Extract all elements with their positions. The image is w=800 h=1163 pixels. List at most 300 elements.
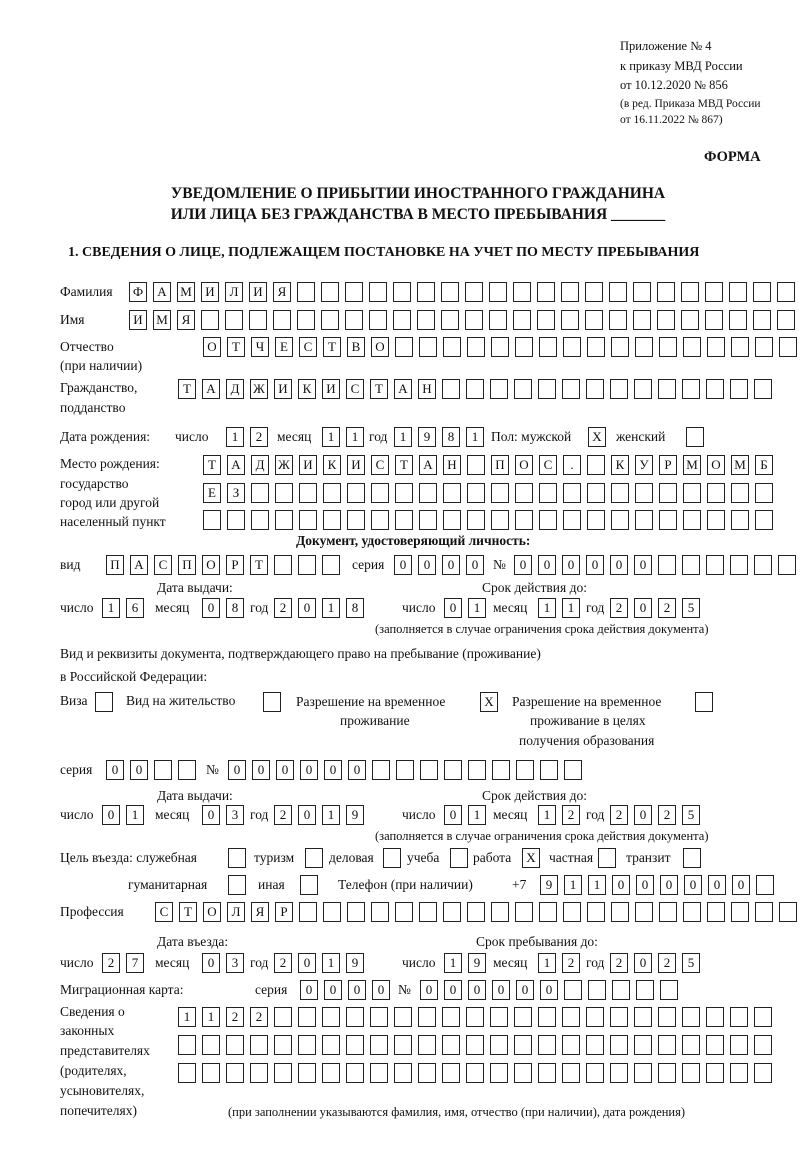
- char-cell[interactable]: Я: [273, 282, 291, 302]
- char-cell[interactable]: [249, 310, 267, 330]
- char-cell[interactable]: Р: [659, 455, 677, 475]
- checkbox[interactable]: [683, 848, 701, 868]
- char-cell[interactable]: [371, 510, 389, 530]
- char-cell[interactable]: [730, 1007, 748, 1027]
- char-cell[interactable]: [490, 1007, 508, 1027]
- char-cell[interactable]: [251, 483, 269, 503]
- char-cell[interactable]: 0: [492, 980, 510, 1000]
- char-cell[interactable]: 3: [226, 805, 244, 825]
- char-cell[interactable]: [298, 555, 316, 575]
- char-cell[interactable]: [394, 1007, 412, 1027]
- char-cell[interactable]: Я: [251, 902, 269, 922]
- char-cell[interactable]: [779, 337, 797, 357]
- char-cell[interactable]: [753, 310, 771, 330]
- char-cell[interactable]: [659, 510, 677, 530]
- char-cell[interactable]: [491, 902, 509, 922]
- char-cell[interactable]: [513, 310, 531, 330]
- char-cell[interactable]: [203, 510, 221, 530]
- char-cell[interactable]: [588, 980, 606, 1000]
- char-cell[interactable]: [537, 310, 555, 330]
- char-cell[interactable]: 2: [562, 805, 580, 825]
- char-cell[interactable]: 1: [468, 805, 486, 825]
- char-cell[interactable]: [322, 1007, 340, 1027]
- char-cell[interactable]: [490, 379, 508, 399]
- char-cell[interactable]: 2: [250, 1007, 268, 1027]
- char-cell[interactable]: [563, 337, 581, 357]
- char-cell[interactable]: 0: [252, 760, 270, 780]
- char-cell[interactable]: [371, 483, 389, 503]
- char-cell[interactable]: [514, 1035, 532, 1055]
- char-cell[interactable]: [370, 1035, 388, 1055]
- char-cell[interactable]: Р: [226, 555, 244, 575]
- char-cell[interactable]: 0: [684, 875, 702, 895]
- char-cell[interactable]: 0: [202, 598, 220, 618]
- char-cell[interactable]: 0: [586, 555, 604, 575]
- char-cell[interactable]: [564, 760, 582, 780]
- char-cell[interactable]: А: [419, 455, 437, 475]
- char-cell[interactable]: [777, 282, 795, 302]
- char-cell[interactable]: [346, 1063, 364, 1083]
- char-cell[interactable]: [754, 379, 772, 399]
- char-cell[interactable]: 9: [540, 875, 558, 895]
- char-cell[interactable]: [443, 902, 461, 922]
- char-cell[interactable]: [754, 1007, 772, 1027]
- char-cell[interactable]: 2: [610, 598, 628, 618]
- char-cell[interactable]: Т: [227, 337, 245, 357]
- char-cell[interactable]: [466, 379, 484, 399]
- char-cell[interactable]: [154, 760, 172, 780]
- char-cell[interactable]: [515, 902, 533, 922]
- char-cell[interactable]: [707, 902, 725, 922]
- char-cell[interactable]: 0: [444, 805, 462, 825]
- char-cell[interactable]: [779, 902, 797, 922]
- char-cell[interactable]: [681, 282, 699, 302]
- char-cell[interactable]: [731, 483, 749, 503]
- char-cell[interactable]: [729, 282, 747, 302]
- char-cell[interactable]: [756, 875, 774, 895]
- char-cell[interactable]: [178, 1035, 196, 1055]
- char-cell[interactable]: [635, 483, 653, 503]
- char-cell[interactable]: 0: [612, 875, 630, 895]
- char-cell[interactable]: И: [322, 379, 340, 399]
- char-cell[interactable]: 0: [300, 980, 318, 1000]
- char-cell[interactable]: [682, 1007, 700, 1027]
- char-cell[interactable]: [323, 483, 341, 503]
- char-cell[interactable]: [489, 310, 507, 330]
- char-cell[interactable]: [657, 282, 675, 302]
- char-cell[interactable]: [562, 1063, 580, 1083]
- char-cell[interactable]: 1: [564, 875, 582, 895]
- char-cell[interactable]: [731, 902, 749, 922]
- char-cell[interactable]: 2: [250, 427, 268, 447]
- char-cell[interactable]: [418, 1007, 436, 1027]
- char-cell[interactable]: 9: [468, 953, 486, 973]
- char-cell[interactable]: [730, 1063, 748, 1083]
- char-cell[interactable]: [755, 483, 773, 503]
- char-cell[interactable]: 2: [610, 953, 628, 973]
- char-cell[interactable]: [491, 483, 509, 503]
- char-cell[interactable]: П: [178, 555, 196, 575]
- char-cell[interactable]: [730, 1035, 748, 1055]
- char-cell[interactable]: 1: [322, 427, 340, 447]
- char-cell[interactable]: [754, 555, 772, 575]
- char-cell[interactable]: И: [201, 282, 219, 302]
- char-cell[interactable]: [538, 1007, 556, 1027]
- checkbox[interactable]: X: [588, 427, 606, 447]
- char-cell[interactable]: И: [129, 310, 147, 330]
- char-cell[interactable]: Я: [177, 310, 195, 330]
- char-cell[interactable]: Ч: [251, 337, 269, 357]
- char-cell[interactable]: [347, 510, 365, 530]
- char-cell[interactable]: 1: [562, 598, 580, 618]
- char-cell[interactable]: [611, 337, 629, 357]
- char-cell[interactable]: [201, 310, 219, 330]
- char-cell[interactable]: 0: [298, 598, 316, 618]
- char-cell[interactable]: К: [298, 379, 316, 399]
- char-cell[interactable]: 0: [444, 598, 462, 618]
- char-cell[interactable]: [635, 337, 653, 357]
- char-cell[interactable]: [347, 902, 365, 922]
- char-cell[interactable]: [250, 1063, 268, 1083]
- char-cell[interactable]: [441, 310, 459, 330]
- char-cell[interactable]: [562, 1035, 580, 1055]
- char-cell[interactable]: [635, 902, 653, 922]
- char-cell[interactable]: [537, 282, 555, 302]
- char-cell[interactable]: [466, 1063, 484, 1083]
- char-cell[interactable]: [658, 1035, 676, 1055]
- char-cell[interactable]: 0: [348, 980, 366, 1000]
- char-cell[interactable]: Т: [250, 555, 268, 575]
- char-cell[interactable]: 2: [274, 598, 292, 618]
- char-cell[interactable]: 2: [658, 953, 676, 973]
- char-cell[interactable]: [683, 510, 701, 530]
- char-cell[interactable]: [321, 282, 339, 302]
- char-cell[interactable]: 1: [346, 427, 364, 447]
- char-cell[interactable]: [755, 510, 773, 530]
- char-cell[interactable]: 0: [516, 980, 534, 1000]
- char-cell[interactable]: Ж: [275, 455, 293, 475]
- char-cell[interactable]: [346, 1035, 364, 1055]
- char-cell[interactable]: [515, 337, 533, 357]
- char-cell[interactable]: [513, 282, 531, 302]
- char-cell[interactable]: [707, 510, 725, 530]
- char-cell[interactable]: [443, 510, 461, 530]
- char-cell[interactable]: [297, 310, 315, 330]
- char-cell[interactable]: 0: [420, 980, 438, 1000]
- char-cell[interactable]: [466, 1007, 484, 1027]
- char-cell[interactable]: Л: [225, 282, 243, 302]
- char-cell[interactable]: [297, 282, 315, 302]
- char-cell[interactable]: 0: [442, 555, 460, 575]
- char-cell[interactable]: [563, 510, 581, 530]
- char-cell[interactable]: 0: [130, 760, 148, 780]
- char-cell[interactable]: [418, 1035, 436, 1055]
- char-cell[interactable]: [539, 337, 557, 357]
- char-cell[interactable]: [417, 282, 435, 302]
- char-cell[interactable]: О: [203, 337, 221, 357]
- char-cell[interactable]: И: [249, 282, 267, 302]
- char-cell[interactable]: [371, 902, 389, 922]
- char-cell[interactable]: [178, 760, 196, 780]
- char-cell[interactable]: [729, 310, 747, 330]
- char-cell[interactable]: М: [177, 282, 195, 302]
- char-cell[interactable]: И: [274, 379, 292, 399]
- char-cell[interactable]: [419, 483, 437, 503]
- char-cell[interactable]: [563, 483, 581, 503]
- char-cell[interactable]: А: [153, 282, 171, 302]
- char-cell[interactable]: 1: [126, 805, 144, 825]
- char-cell[interactable]: 0: [708, 875, 726, 895]
- char-cell[interactable]: [610, 1063, 628, 1083]
- char-cell[interactable]: [395, 337, 413, 357]
- char-cell[interactable]: [491, 510, 509, 530]
- char-cell[interactable]: 0: [298, 805, 316, 825]
- char-cell[interactable]: [730, 555, 748, 575]
- char-cell[interactable]: 2: [274, 953, 292, 973]
- char-cell[interactable]: Т: [370, 379, 388, 399]
- checkbox[interactable]: [263, 692, 281, 712]
- char-cell[interactable]: [226, 1063, 244, 1083]
- char-cell[interactable]: 0: [298, 953, 316, 973]
- checkbox[interactable]: [228, 875, 246, 895]
- char-cell[interactable]: [467, 510, 485, 530]
- char-cell[interactable]: [634, 1007, 652, 1027]
- char-cell[interactable]: [538, 1035, 556, 1055]
- char-cell[interactable]: С: [154, 555, 172, 575]
- char-cell[interactable]: [370, 1063, 388, 1083]
- char-cell[interactable]: М: [153, 310, 171, 330]
- char-cell[interactable]: [586, 1035, 604, 1055]
- char-cell[interactable]: [635, 510, 653, 530]
- char-cell[interactable]: [611, 510, 629, 530]
- char-cell[interactable]: [419, 510, 437, 530]
- char-cell[interactable]: 1: [444, 953, 462, 973]
- checkbox[interactable]: [450, 848, 468, 868]
- char-cell[interactable]: [372, 760, 390, 780]
- char-cell[interactable]: [660, 980, 678, 1000]
- char-cell[interactable]: 0: [300, 760, 318, 780]
- char-cell[interactable]: 0: [102, 805, 120, 825]
- char-cell[interactable]: 0: [324, 760, 342, 780]
- char-cell[interactable]: 1: [394, 427, 412, 447]
- char-cell[interactable]: [610, 379, 628, 399]
- char-cell[interactable]: [299, 902, 317, 922]
- checkbox[interactable]: [305, 848, 323, 868]
- char-cell[interactable]: С: [371, 455, 389, 475]
- char-cell[interactable]: [322, 555, 340, 575]
- char-cell[interactable]: [465, 310, 483, 330]
- char-cell[interactable]: [467, 902, 485, 922]
- char-cell[interactable]: [633, 282, 651, 302]
- char-cell[interactable]: 1: [466, 427, 484, 447]
- char-cell[interactable]: [587, 455, 605, 475]
- char-cell[interactable]: 1: [322, 805, 340, 825]
- char-cell[interactable]: 2: [226, 1007, 244, 1027]
- checkbox[interactable]: X: [522, 848, 540, 868]
- char-cell[interactable]: [491, 337, 509, 357]
- char-cell[interactable]: С: [155, 902, 173, 922]
- char-cell[interactable]: [346, 1007, 364, 1027]
- char-cell[interactable]: [419, 902, 437, 922]
- char-cell[interactable]: [298, 1007, 316, 1027]
- char-cell[interactable]: [585, 282, 603, 302]
- char-cell[interactable]: [515, 483, 533, 503]
- char-cell[interactable]: [274, 555, 292, 575]
- char-cell[interactable]: [707, 337, 725, 357]
- char-cell[interactable]: 7: [126, 953, 144, 973]
- char-cell[interactable]: 0: [610, 555, 628, 575]
- char-cell[interactable]: [468, 760, 486, 780]
- char-cell[interactable]: С: [346, 379, 364, 399]
- char-cell[interactable]: 0: [444, 980, 462, 1000]
- char-cell[interactable]: 0: [634, 555, 652, 575]
- char-cell[interactable]: [345, 282, 363, 302]
- char-cell[interactable]: [636, 980, 654, 1000]
- char-cell[interactable]: [609, 282, 627, 302]
- char-cell[interactable]: [275, 483, 293, 503]
- char-cell[interactable]: [298, 1063, 316, 1083]
- char-cell[interactable]: 0: [372, 980, 390, 1000]
- checkbox[interactable]: [383, 848, 401, 868]
- char-cell[interactable]: И: [299, 455, 317, 475]
- char-cell[interactable]: [563, 902, 581, 922]
- char-cell[interactable]: [658, 379, 676, 399]
- char-cell[interactable]: [610, 1007, 628, 1027]
- char-cell[interactable]: 0: [634, 598, 652, 618]
- char-cell[interactable]: [706, 1063, 724, 1083]
- char-cell[interactable]: [610, 1035, 628, 1055]
- char-cell[interactable]: 0: [348, 760, 366, 780]
- char-cell[interactable]: О: [371, 337, 389, 357]
- char-cell[interactable]: 1: [468, 598, 486, 618]
- char-cell[interactable]: [443, 337, 461, 357]
- char-cell[interactable]: 0: [228, 760, 246, 780]
- char-cell[interactable]: [682, 1063, 700, 1083]
- char-cell[interactable]: [538, 1063, 556, 1083]
- char-cell[interactable]: [321, 310, 339, 330]
- char-cell[interactable]: Д: [226, 379, 244, 399]
- char-cell[interactable]: [393, 282, 411, 302]
- char-cell[interactable]: Т: [323, 337, 341, 357]
- char-cell[interactable]: 8: [346, 598, 364, 618]
- char-cell[interactable]: [395, 902, 413, 922]
- char-cell[interactable]: 0: [732, 875, 750, 895]
- char-cell[interactable]: [612, 980, 630, 1000]
- char-cell[interactable]: У: [635, 455, 653, 475]
- char-cell[interactable]: С: [299, 337, 317, 357]
- char-cell[interactable]: [706, 555, 724, 575]
- char-cell[interactable]: [586, 1063, 604, 1083]
- char-cell[interactable]: П: [491, 455, 509, 475]
- char-cell[interactable]: [322, 1063, 340, 1083]
- char-cell[interactable]: [657, 310, 675, 330]
- char-cell[interactable]: [490, 1063, 508, 1083]
- char-cell[interactable]: [442, 1035, 460, 1055]
- char-cell[interactable]: О: [515, 455, 533, 475]
- char-cell[interactable]: [273, 310, 291, 330]
- char-cell[interactable]: [444, 760, 462, 780]
- char-cell[interactable]: [586, 379, 604, 399]
- char-cell[interactable]: 6: [126, 598, 144, 618]
- char-cell[interactable]: [658, 1063, 676, 1083]
- char-cell[interactable]: 0: [324, 980, 342, 1000]
- char-cell[interactable]: 9: [346, 953, 364, 973]
- char-cell[interactable]: [226, 1035, 244, 1055]
- char-cell[interactable]: 0: [394, 555, 412, 575]
- char-cell[interactable]: 9: [346, 805, 364, 825]
- char-cell[interactable]: А: [394, 379, 412, 399]
- char-cell[interactable]: [705, 310, 723, 330]
- char-cell[interactable]: К: [611, 455, 629, 475]
- char-cell[interactable]: [587, 902, 605, 922]
- char-cell[interactable]: [514, 379, 532, 399]
- char-cell[interactable]: 0: [202, 953, 220, 973]
- char-cell[interactable]: 1: [538, 805, 556, 825]
- char-cell[interactable]: [539, 902, 557, 922]
- char-cell[interactable]: [540, 760, 558, 780]
- char-cell[interactable]: [299, 483, 317, 503]
- char-cell[interactable]: [682, 379, 700, 399]
- char-cell[interactable]: [394, 1063, 412, 1083]
- char-cell[interactable]: [658, 1007, 676, 1027]
- char-cell[interactable]: 2: [610, 805, 628, 825]
- char-cell[interactable]: Р: [275, 902, 293, 922]
- char-cell[interactable]: .: [563, 455, 581, 475]
- char-cell[interactable]: 0: [106, 760, 124, 780]
- char-cell[interactable]: 2: [658, 805, 676, 825]
- checkbox[interactable]: [598, 848, 616, 868]
- char-cell[interactable]: [777, 310, 795, 330]
- char-cell[interactable]: [394, 1035, 412, 1055]
- char-cell[interactable]: [275, 510, 293, 530]
- char-cell[interactable]: [562, 379, 580, 399]
- char-cell[interactable]: 0: [514, 555, 532, 575]
- char-cell[interactable]: [178, 1063, 196, 1083]
- char-cell[interactable]: Б: [755, 455, 773, 475]
- char-cell[interactable]: [706, 1007, 724, 1027]
- char-cell[interactable]: [299, 510, 317, 530]
- char-cell[interactable]: [514, 1007, 532, 1027]
- char-cell[interactable]: [347, 483, 365, 503]
- char-cell[interactable]: [778, 555, 796, 575]
- char-cell[interactable]: 1: [226, 427, 244, 447]
- char-cell[interactable]: 3: [226, 953, 244, 973]
- char-cell[interactable]: [539, 510, 557, 530]
- char-cell[interactable]: 0: [202, 805, 220, 825]
- char-cell[interactable]: [633, 310, 651, 330]
- char-cell[interactable]: [465, 282, 483, 302]
- char-cell[interactable]: 0: [276, 760, 294, 780]
- char-cell[interactable]: З: [227, 483, 245, 503]
- char-cell[interactable]: О: [203, 902, 221, 922]
- char-cell[interactable]: [489, 282, 507, 302]
- char-cell[interactable]: [634, 1035, 652, 1055]
- char-cell[interactable]: 1: [538, 598, 556, 618]
- char-cell[interactable]: [754, 1035, 772, 1055]
- char-cell[interactable]: Л: [227, 902, 245, 922]
- char-cell[interactable]: [682, 555, 700, 575]
- char-cell[interactable]: 2: [102, 953, 120, 973]
- char-cell[interactable]: 1: [202, 1007, 220, 1027]
- char-cell[interactable]: 0: [468, 980, 486, 1000]
- char-cell[interactable]: 2: [562, 953, 580, 973]
- char-cell[interactable]: М: [731, 455, 749, 475]
- char-cell[interactable]: [441, 282, 459, 302]
- char-cell[interactable]: 1: [538, 953, 556, 973]
- char-cell[interactable]: [418, 1063, 436, 1083]
- char-cell[interactable]: 8: [442, 427, 460, 447]
- char-cell[interactable]: [611, 902, 629, 922]
